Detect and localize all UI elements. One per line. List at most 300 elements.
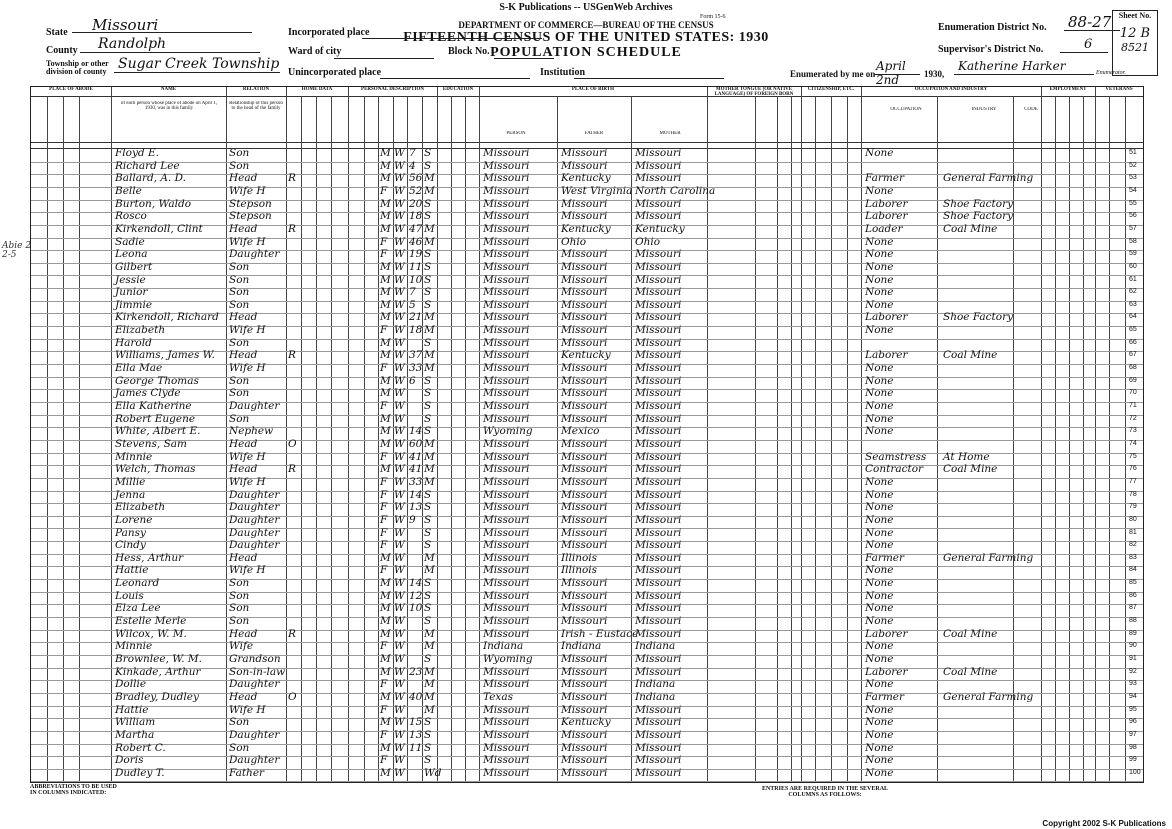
person-name: Welch, Thomas: [115, 463, 196, 476]
relation: Son-in-law: [229, 665, 286, 678]
father-birthplace: Missouri: [561, 147, 608, 159]
race: W: [394, 653, 405, 665]
relation-column-desc: Relationship of this person to the head of the family: [229, 101, 283, 111]
birthplace: Indiana: [483, 640, 524, 653]
mother-birthplace: Missouri: [635, 311, 682, 324]
mother-birthplace: Missouri: [635, 147, 682, 159]
race: W: [394, 374, 405, 387]
mother-birthplace: Missouri: [635, 703, 682, 716]
person-name: Gilbert: [115, 260, 153, 273]
mother-birthplace: Missouri: [635, 197, 682, 210]
sex: M: [380, 690, 391, 703]
birthplace: Missouri: [483, 222, 530, 235]
line-number: 70: [1129, 389, 1137, 397]
line-number: 91: [1129, 655, 1137, 662]
relation: Son: [229, 602, 250, 615]
marital-status: S: [424, 577, 432, 590]
age: 33: [409, 362, 423, 375]
relation: Wife H: [229, 475, 266, 488]
birthplace: Missouri: [483, 298, 530, 311]
age: 60: [409, 437, 423, 450]
race: W: [394, 728, 405, 741]
birthplace: Missouri: [483, 172, 530, 185]
sex: M: [380, 463, 391, 476]
relation: Nephew: [229, 425, 274, 438]
birthplace: Missouri: [483, 577, 530, 590]
mother-birthplace: Missouri: [635, 615, 682, 628]
marital-status: M: [424, 463, 435, 476]
birthplace: Missouri: [483, 678, 530, 691]
occupation: None: [865, 248, 894, 261]
relation: Head: [229, 222, 258, 235]
person-name: Dudley T.: [115, 766, 165, 779]
race: W: [394, 362, 405, 375]
sex: F: [380, 501, 388, 514]
occupation: None: [865, 400, 894, 412]
father-birthplace: Kentucky: [561, 172, 611, 185]
race: W: [394, 551, 405, 564]
marital-status: S: [424, 159, 432, 172]
relation: Head: [229, 463, 258, 476]
father-birthplace: Missouri: [561, 362, 608, 375]
father-birthplace: Missouri: [561, 678, 608, 691]
occupation: None: [865, 653, 894, 665]
incorporated-label: Incorporated place: [288, 27, 370, 38]
mother-birthplace: Ohio: [635, 235, 661, 248]
race: W: [394, 475, 405, 488]
industry: Shoe Factory: [943, 210, 1014, 223]
relation: Head: [229, 349, 258, 362]
occupation: None: [865, 488, 894, 501]
race: W: [394, 147, 405, 159]
birthplace: Missouri: [483, 488, 530, 501]
mother-birthplace: Missouri: [635, 286, 682, 299]
occupation: None: [865, 564, 894, 577]
father-birthplace: Missouri: [561, 602, 608, 615]
person-name: Junior: [115, 286, 148, 299]
relation: Son: [229, 412, 250, 425]
line-number: 94: [1129, 692, 1137, 700]
sex: M: [380, 349, 391, 362]
birthplace: Missouri: [483, 273, 530, 286]
relation: Father: [229, 766, 265, 779]
father-birthplace: Ohio: [561, 235, 587, 248]
person-name: Kirkendoll, Clint: [115, 222, 203, 235]
marital-status: S: [424, 197, 432, 210]
marital-status: M: [424, 311, 435, 324]
relation: Son: [229, 273, 250, 286]
person-name: Belle: [115, 184, 142, 197]
race: W: [394, 766, 405, 779]
mother-birthplace: Missouri: [635, 602, 682, 615]
person-name: Elza Lee: [115, 602, 161, 615]
race: W: [394, 615, 405, 628]
birthplace: Missouri: [483, 463, 530, 476]
father-birthplace: Missouri: [561, 311, 608, 324]
relation: Daughter: [229, 526, 280, 539]
birthplace: Missouri: [483, 324, 530, 337]
person-name: Hattie: [115, 703, 149, 716]
father-birthplace: Kentucky: [561, 222, 611, 235]
mother-birthplace: Missouri: [635, 475, 682, 488]
birthplace: Missouri: [483, 513, 530, 526]
age: 10: [409, 273, 423, 286]
occupation: None: [865, 640, 894, 653]
line-number: 88: [1129, 617, 1137, 625]
sex: M: [380, 653, 391, 665]
sex: M: [380, 615, 391, 628]
father-birthplace: Missouri: [561, 273, 608, 286]
relation: Daughter: [229, 248, 280, 261]
age: 52: [409, 184, 423, 197]
township-value: Sugar Creek Township: [118, 56, 280, 72]
marital-status: M: [424, 450, 435, 463]
race: W: [394, 311, 405, 324]
line-number: 56: [1129, 212, 1137, 220]
relation: Son: [229, 336, 250, 349]
father-birthplace: Mexico: [561, 425, 600, 438]
occupation: Farmer: [865, 551, 905, 564]
sex: M: [380, 589, 391, 602]
mother-birthplace: Missouri: [635, 766, 682, 779]
race: W: [394, 286, 405, 299]
group-personal-description: PERSONAL DESCRIPTION: [348, 87, 437, 97]
mother-birthplace: Missouri: [635, 248, 682, 261]
line-number: 68: [1129, 364, 1137, 372]
birthplace: Missouri: [483, 147, 530, 159]
sex: F: [380, 248, 388, 261]
table-row: [31, 222, 1143, 239]
mother-birthplace: Missouri: [635, 488, 682, 501]
line-number: 97: [1129, 730, 1137, 738]
race: W: [394, 159, 405, 172]
father-birthplace: Missouri: [561, 703, 608, 716]
birthplace: Missouri: [483, 703, 530, 716]
age: 5: [409, 298, 416, 311]
home-tenure: R: [288, 463, 296, 476]
line-number: 64: [1129, 313, 1137, 321]
birthplace: Missouri: [483, 336, 530, 349]
race: W: [394, 437, 405, 450]
relation: Son: [229, 298, 250, 311]
group-occupation-industry: OCCUPATION AND INDUSTRY: [861, 87, 1041, 97]
occupation: Laborer: [865, 627, 908, 640]
father-birthplace: Missouri: [561, 400, 608, 412]
sex: F: [380, 184, 388, 197]
sex: M: [380, 551, 391, 564]
sex: F: [380, 513, 388, 526]
occupation: Laborer: [865, 197, 908, 210]
occupation: Farmer: [865, 172, 905, 185]
line-number: 75: [1129, 452, 1137, 460]
person-name: Hess, Arthur: [115, 551, 184, 564]
mother-birthplace: Missouri: [635, 513, 682, 526]
person-name: Jessie: [115, 273, 146, 286]
mother-birthplace: Missouri: [635, 463, 682, 476]
person-name: Leona: [115, 248, 148, 261]
industry: Coal Mine: [943, 222, 998, 235]
birthplace: Wyoming: [483, 653, 533, 665]
mother-birthplace: Missouri: [635, 412, 682, 425]
line-number: 95: [1129, 705, 1137, 713]
marital-status: M: [424, 324, 435, 337]
person-name: Jimmie: [115, 298, 153, 311]
person-name: Harold: [115, 336, 152, 349]
sex: M: [380, 273, 391, 286]
line-number: 79: [1129, 503, 1137, 511]
age: 20: [409, 197, 423, 210]
group-place-of-birth: PLACE OF BIRTH: [479, 87, 707, 97]
occupation: Laborer: [865, 210, 908, 223]
person-name: Martha: [115, 728, 155, 741]
person-name: Pansy: [115, 526, 146, 539]
sex: F: [380, 324, 388, 337]
birthplace: Missouri: [483, 766, 530, 779]
relation: Son: [229, 260, 250, 273]
sex: M: [380, 412, 391, 425]
person-name: Millie: [115, 475, 146, 488]
birthplace: Missouri: [483, 741, 530, 754]
birthplace: Missouri: [483, 311, 530, 324]
line-number: 53: [1129, 174, 1137, 182]
age: 15: [409, 716, 423, 729]
line-number: 61: [1129, 275, 1137, 283]
line-number: 87: [1129, 604, 1137, 612]
race: W: [394, 488, 405, 501]
race: W: [394, 665, 405, 678]
occupation: None: [865, 728, 894, 741]
race: W: [394, 513, 405, 526]
relation: Grandson: [229, 653, 281, 665]
birthplace: Missouri: [483, 400, 530, 412]
sex: M: [380, 387, 391, 400]
father-birthplace: Missouri: [561, 665, 608, 678]
line-number: 51: [1129, 149, 1137, 156]
birthplace: Missouri: [483, 412, 530, 425]
marital-status: S: [424, 526, 432, 539]
marital-status: M: [424, 222, 435, 235]
marital-status: S: [424, 602, 432, 615]
unincorporated-label: Unincorporated place: [288, 67, 382, 78]
sex: M: [380, 665, 391, 678]
age: 14: [409, 488, 423, 501]
person-subhead: PERSON: [506, 131, 526, 136]
industry-subhead: INDUSTRY: [971, 107, 997, 112]
relation: Son: [229, 589, 250, 602]
person-name: Kirkendoll, Richard: [115, 311, 219, 324]
line-number: 78: [1129, 490, 1137, 498]
relation: Son: [229, 387, 250, 400]
industry: General Farming: [943, 690, 1034, 703]
marital-status: S: [424, 147, 432, 159]
age: 7: [409, 147, 416, 159]
enumerated-label: Enumerated by me on: [790, 69, 876, 79]
sex: M: [380, 741, 391, 754]
relation: Wife H: [229, 450, 266, 463]
occupation: Seamstress: [865, 450, 927, 463]
relation: Head: [229, 627, 258, 640]
father-birthplace: Kentucky: [561, 716, 611, 729]
person-name: Sadie: [115, 235, 145, 248]
birthplace: Missouri: [483, 627, 530, 640]
age: 47: [409, 222, 423, 235]
form-number: Form 15-6: [700, 14, 726, 20]
code-subhead: CODE: [1024, 107, 1038, 112]
race: W: [394, 324, 405, 337]
race: W: [394, 577, 405, 590]
father-birthplace: Missouri: [561, 248, 608, 261]
line-number: 93: [1129, 680, 1137, 688]
father-birthplace: Missouri: [561, 754, 608, 767]
relation: Daughter: [229, 513, 280, 526]
enumerator-suffix: Enumerator.: [1096, 70, 1126, 76]
person-name: Elizabeth: [115, 324, 166, 337]
occupation: None: [865, 615, 894, 628]
sex: M: [380, 425, 391, 438]
person-name: Jenna: [115, 488, 146, 501]
person-name: Kinkade, Arthur: [115, 665, 201, 678]
birthplace: Missouri: [483, 184, 530, 197]
occupation: Laborer: [865, 311, 908, 324]
line-number: 71: [1129, 402, 1137, 409]
industry: Coal Mine: [943, 349, 998, 362]
person-name: Cindy: [115, 539, 146, 552]
mother-birthplace: Missouri: [635, 273, 682, 286]
mother-birthplace: Missouri: [635, 387, 682, 400]
occupation: Loader: [865, 222, 903, 235]
mother-birthplace: Missouri: [635, 159, 682, 172]
person-name: Bradley, Dudley: [115, 690, 199, 703]
marital-status: S: [424, 513, 432, 526]
age: 11: [409, 741, 423, 754]
population-schedule-table: [30, 86, 1144, 783]
person-name: William: [115, 716, 156, 729]
age: 18: [409, 324, 423, 337]
father-birthplace: Missouri: [561, 690, 608, 703]
publisher-banner: S-K Publications -- USGenWeb Archives: [499, 2, 673, 13]
relation: Son: [229, 615, 250, 628]
marital-status: S: [424, 387, 432, 400]
sex: M: [380, 159, 391, 172]
line-number: 82: [1129, 541, 1137, 549]
line-number: 59: [1129, 250, 1137, 258]
group-name: NAME: [111, 87, 226, 97]
age: 13: [409, 501, 423, 514]
state-label: State: [46, 27, 68, 38]
age: 9: [409, 513, 416, 526]
person-name: Robert C.: [115, 741, 166, 754]
father-birthplace: Indiana: [561, 640, 602, 653]
industry: General Farming: [943, 172, 1034, 185]
birthplace: Missouri: [483, 602, 530, 615]
person-name: Doris: [115, 754, 144, 767]
father-birthplace: Missouri: [561, 336, 608, 349]
race: W: [394, 602, 405, 615]
sex: F: [380, 362, 388, 375]
race: W: [394, 412, 405, 425]
father-birthplace: Missouri: [561, 513, 608, 526]
age: 6: [409, 374, 416, 387]
age: 40: [409, 690, 423, 703]
marital-status: S: [424, 589, 432, 602]
line-number: 81: [1129, 528, 1137, 536]
mother-birthplace: Missouri: [635, 374, 682, 387]
birthplace: Missouri: [483, 235, 530, 248]
marital-status: M: [424, 678, 435, 691]
census-title: FIFTEENTH CENSUS OF THE UNITED STATES: 1930: [403, 30, 769, 45]
birthplace: Missouri: [483, 526, 530, 539]
line-number: 84: [1129, 566, 1137, 574]
relation: Stepson: [229, 210, 272, 223]
marital-status: M: [424, 640, 435, 653]
marital-status: M: [424, 703, 435, 716]
occupation: None: [865, 716, 894, 729]
father-birthplace: Missouri: [561, 298, 608, 311]
sex: M: [380, 437, 391, 450]
person-name: Burton, Waldo: [115, 197, 192, 210]
sheet-number-box: [1112, 10, 1158, 76]
occupation: None: [865, 184, 894, 197]
occupation: None: [865, 766, 894, 779]
birthplace: Missouri: [483, 349, 530, 362]
race: W: [394, 703, 405, 716]
mother-birthplace: Missouri: [635, 400, 682, 412]
marital-status: M: [424, 437, 435, 450]
birthplace: Missouri: [483, 754, 530, 767]
relation: Head: [229, 172, 258, 185]
occupation: None: [865, 602, 894, 615]
race: W: [394, 627, 405, 640]
birthplace: Missouri: [483, 197, 530, 210]
birthplace: Missouri: [483, 260, 530, 273]
abbreviations-title: ABBREVIATIONS TO BE USED IN COLUMNS INDICATED:: [30, 784, 117, 796]
father-birthplace: Missouri: [561, 159, 608, 172]
enumerator-name: Katherine Harker: [958, 59, 1066, 73]
industry: At Home: [943, 450, 990, 463]
mother-birthplace: Missouri: [635, 716, 682, 729]
marital-status: S: [424, 653, 432, 665]
block-label: Block No.: [448, 46, 490, 57]
marital-status: Wd: [424, 766, 442, 779]
mother-birthplace: Missouri: [635, 324, 682, 337]
birthplace: Missouri: [483, 286, 530, 299]
industry: Coal Mine: [943, 665, 998, 678]
age: 56: [409, 172, 423, 185]
ward-label: Ward of city: [288, 46, 342, 57]
person-name: Rosco: [115, 210, 147, 223]
marital-status: M: [424, 690, 435, 703]
relation: Head: [229, 311, 258, 324]
birthplace: Missouri: [483, 362, 530, 375]
occupation: None: [865, 425, 894, 438]
sex: F: [380, 703, 388, 716]
relation: Son: [229, 286, 250, 299]
person-name: Minnie: [115, 450, 153, 463]
relation: Head: [229, 551, 258, 564]
marital-status: S: [424, 539, 432, 552]
age: 46: [409, 235, 423, 248]
schedule-title: POPULATION SCHEDULE: [490, 45, 682, 60]
sex: M: [380, 602, 391, 615]
relation: Daughter: [229, 501, 280, 514]
line-number: 92: [1129, 667, 1137, 675]
father-birthplace: Missouri: [561, 615, 608, 628]
occupation: None: [865, 286, 894, 299]
occupation: None: [865, 539, 894, 552]
father-birthplace: Missouri: [561, 475, 608, 488]
father-birthplace: Missouri: [561, 260, 608, 273]
mother-birthplace: Missouri: [635, 437, 682, 450]
